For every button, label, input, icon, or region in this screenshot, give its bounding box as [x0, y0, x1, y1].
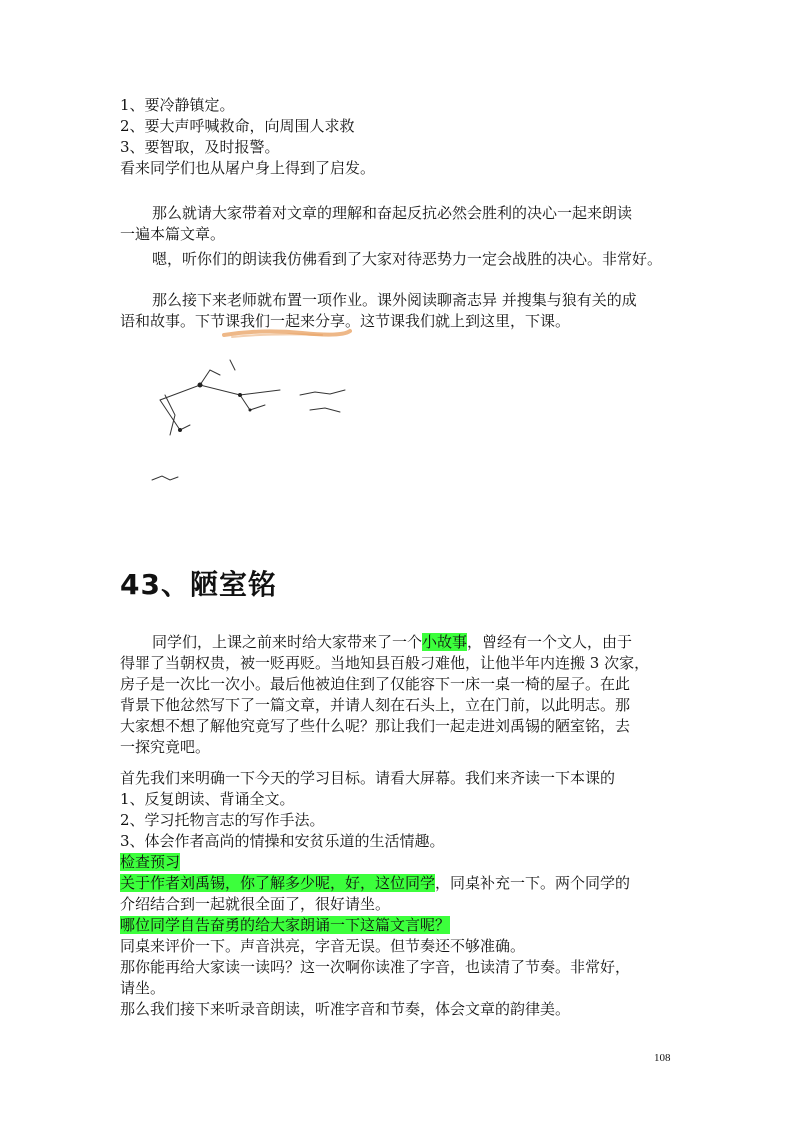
paragraph-line: 介绍结合到一起就很全面了，很好请坐。 — [120, 895, 391, 913]
intro-text: ，曾经有一个文人，由于 — [467, 633, 633, 651]
paragraph-line: 看来同学们也从屠户身上得到了启发。 — [120, 159, 376, 177]
paragraph-line: 那你能再给大家读一读吗？这一次啊你读准了字音，也读清了节奏。非常好， — [120, 958, 631, 976]
list-item: 3、体会作者高尚的情操和安贫乐道的生活情趣。 — [120, 832, 445, 850]
highlighted-text: 哪位同学自告奋勇的给大家朗诵一下这篇文言呢？ — [120, 916, 451, 934]
list-item: 3、要智取，及时报警。 — [120, 138, 280, 156]
paragraph-line: 请坐。 — [120, 979, 166, 997]
paragraph-line: 大家想不想了解他究竟写了些什么呢？那让我们一起走进刘禹锡的陋室铭，去 — [120, 717, 631, 735]
paragraph-line: 嗯，听你们的朗读我仿佛看到了大家对待恶势力一定会战胜的决心。非常好。 — [152, 250, 663, 268]
paragraph-line: 同桌来评价一下。声音洪亮，字音无误。但节奏还不够准确。 — [120, 937, 526, 955]
paragraph-line — [120, 632, 690, 653]
list-item: 2、要大声呼喊救命，向周围人求救 — [120, 117, 355, 135]
paragraph-line: 一遍本篇文章。 — [120, 225, 226, 243]
list-item: 1、反复朗读、背诵全文。 — [120, 790, 295, 808]
highlighted-text: 检查预习 — [120, 853, 181, 871]
brush-stroke-mark — [222, 325, 352, 341]
paragraph-line: 得罪了当朝权贵，被一贬再贬。当地知县百般刁难他，让他半年内连搬 3 次家， — [120, 654, 650, 672]
paragraph-line: 那么我们接下来听录音朗读，听准字音和节奏，体会文章的韵律美。 — [120, 1000, 571, 1018]
intro-text: 同学们，上课之前来时给大家带来了一个 — [152, 633, 423, 651]
preview-title — [120, 852, 690, 873]
paragraph-line: 那么接下来老师就布置一项作业。课外阅读聊斋志异 并搜集与狼有关的成 — [152, 291, 637, 309]
intro-paragraph — [120, 632, 690, 758]
preview-text: ，同桌补充一下。两个同学的 — [435, 874, 631, 892]
paragraph-line: 背景下他忿然写下了一篇文章，并请人刻在石头上，立在门前，以此明志。那 — [120, 696, 631, 714]
paragraph-line: 房子是一次比一次小。最后他被迫住到了仅能容下一床一桌一椅的屋子。在此 — [120, 675, 631, 693]
paragraph-line — [120, 915, 690, 936]
paragraph-read-aloud — [120, 203, 690, 270]
highlighted-text: 小故事 — [422, 633, 468, 651]
paragraph-line: 一探究竟吧。 — [120, 738, 211, 756]
page-number: 108 — [654, 1052, 671, 1064]
list-item: 1、要冷静镇定。 — [120, 96, 235, 114]
paragraph-line: 那么就请大家带着对文章的理解和奋起反抗必然会胜利的决心一起来朗读 — [152, 204, 633, 222]
highlighted-text: 关于作者刘禹锡，你了解多少呢，好，这位同学 — [120, 874, 436, 892]
handwritten-sketch — [140, 340, 400, 500]
paragraph-line: 首先我们来明确一下今天的学习目标。请看大屏幕。我们来齐读一下本课的 — [120, 769, 616, 787]
paragraph-homework — [120, 290, 690, 332]
paragraph-line — [120, 873, 690, 894]
page-title: 43、陋室铭 — [120, 568, 277, 601]
top-section — [120, 95, 690, 179]
goals-section — [120, 768, 690, 1020]
paragraph-line: 语和故事。下节课我们一起来分享。这节课我们就上到这里，下课。 — [120, 312, 571, 330]
list-item: 2、学习托物言志的写作手法。 — [120, 811, 325, 829]
